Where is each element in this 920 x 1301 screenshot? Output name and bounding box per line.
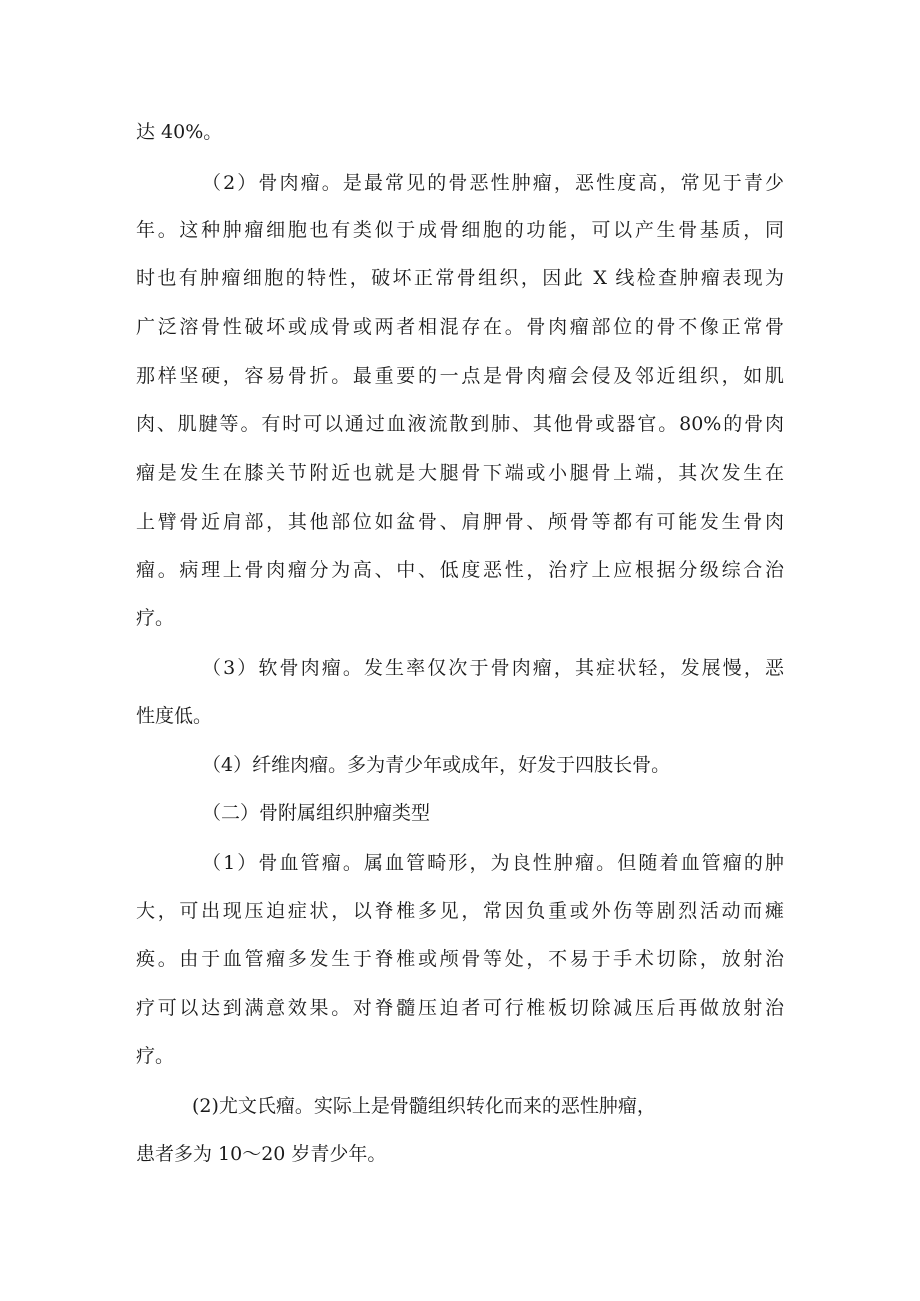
- paragraph-osteosarcoma-line: （2）骨肉瘤。是最常见的骨恶性肿瘤，恶性度高，常见于青少: [202, 172, 784, 194]
- text-line: 患者多为 10～20 岁青少年。: [136, 1143, 387, 1165]
- text-line: 年。这种肿瘤细胞也有类似于成骨细胞的功能，可以产生骨基质，同: [136, 219, 784, 241]
- text-line: 那样坚硬，容易骨折。最重要的一点是骨肉瘤会侵及邻近组织，如肌: [136, 365, 784, 387]
- text-line: 肉、肌腱等。有时可以通过血液流散到肺、其他骨或器官。80%的骨肉: [136, 413, 784, 435]
- text-line: 疗。: [136, 1045, 175, 1067]
- paragraph-chondrosarcoma-line: （3）软骨肉瘤。发生率仅次于骨肉瘤，其症状轻，发展慢，恶: [202, 657, 784, 679]
- paragraph-hemangioma-line: （1）骨血管瘤。属血管畸形，为良性肿瘤。但随着血管瘤的肿: [202, 852, 784, 874]
- text-line: 上臂骨近肩部，其他部位如盆骨、肩胛骨、颅骨等都有可能发生骨肉: [136, 511, 784, 533]
- text-line: 时也有肿瘤细胞的特性，破坏正常骨组织，因此 X 线检查肿瘤表现为: [136, 267, 784, 289]
- text-line: 痪。由于血管瘤多发生于脊椎或颅骨等处，不易于手术切除，放射治: [136, 948, 784, 970]
- section-heading: （二）骨附属组织肿瘤类型: [202, 802, 431, 824]
- paragraph-fibrosarcoma-line: （4）纤维肉瘤。多为青少年或成年，好发于四肢长骨。: [202, 754, 671, 776]
- text-line: 疗。: [136, 607, 175, 629]
- text-line: 性度低。: [136, 705, 213, 727]
- text-line: 达 40%。: [136, 121, 223, 143]
- text-line: 瘤是发生在膝关节附近也就是大腿骨下端或小腿骨上端，其次发生在: [136, 462, 784, 484]
- text-line: 疗可以达到满意效果。对脊髓压迫者可行椎板切除减压后再做放射治: [136, 997, 784, 1019]
- text-line: 大，可出现压迫症状，以脊椎多见，常因负重或外伤等剧烈活动而瘫: [136, 900, 784, 922]
- paragraph-ewing-line: (2)尤文氏瘤。实际上是骨髓组织转化而来的恶性肿瘤，: [192, 1095, 656, 1117]
- text-line: 广泛溶骨性破坏或成骨或两者相混存在。骨肉瘤部位的骨不像正常骨: [136, 316, 784, 338]
- text-line: 瘤。病理上骨肉瘤分为高、中、低度恶性，治疗上应根据分级综合治: [136, 559, 784, 581]
